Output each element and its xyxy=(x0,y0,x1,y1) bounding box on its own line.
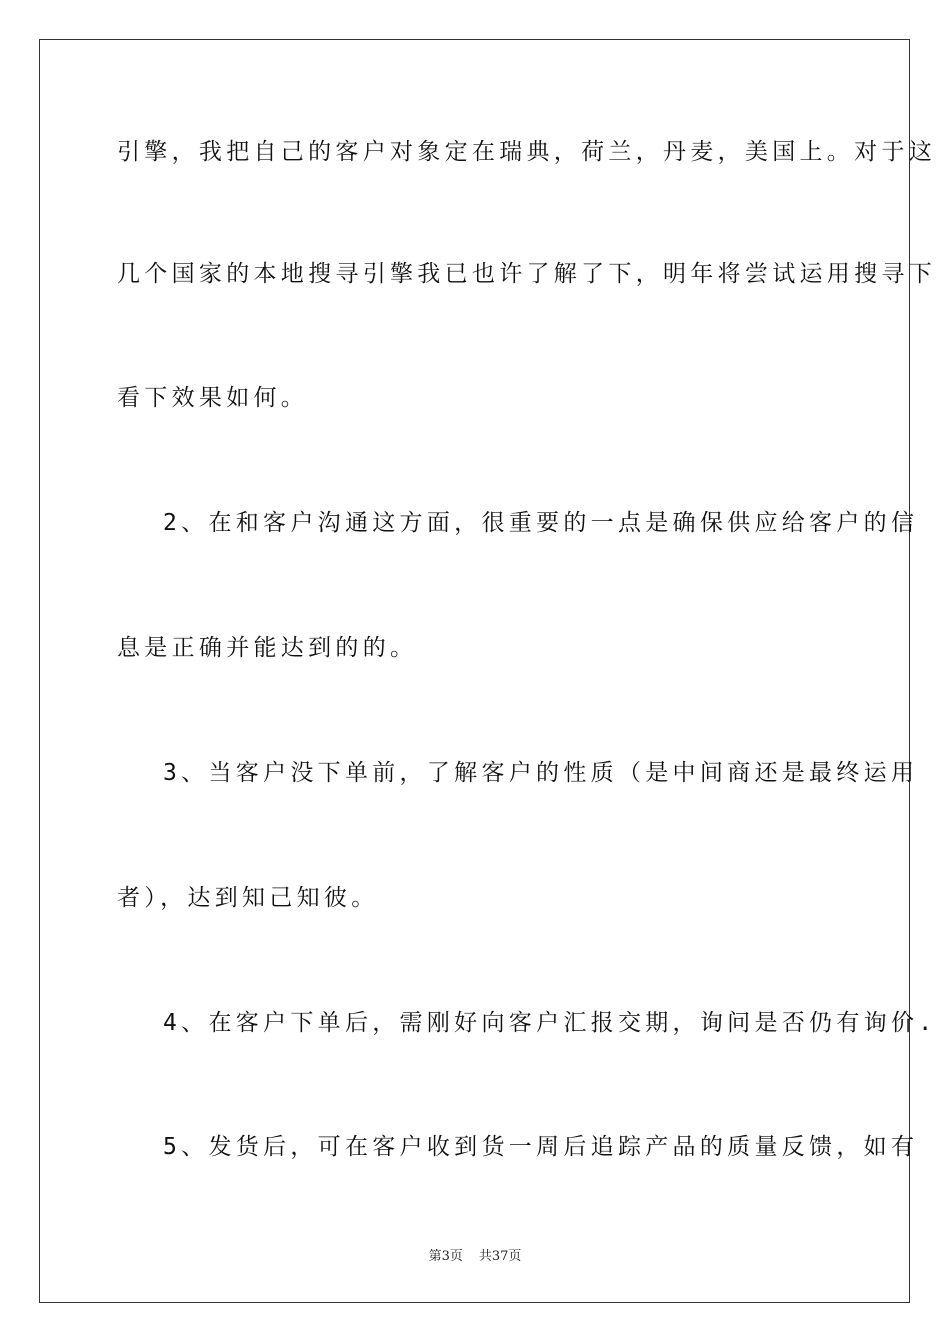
page-footer xyxy=(0,1248,950,1266)
paragraph-line-7: 者），达到知己知彼。 xyxy=(117,885,379,911)
paragraph-line-5: 息是正确并能达到的的。 xyxy=(117,635,418,661)
paragraph-line-8: 4、在客户下单后，需刚好向客户汇报交期，询问是否仍有询价. xyxy=(163,1010,937,1036)
paragraph-line-3: 看下效果如何。 xyxy=(117,385,309,411)
paragraph-line-9: 5、发货后，可在客户收到货一周后追踪产品的质量反馈，如有 xyxy=(163,1134,919,1160)
page-number: 第3页 xyxy=(428,1249,463,1264)
paragraph-line-2: 几个国家的本地搜寻引擎我已也许了解了下，明年将尝试运用搜寻下 xyxy=(117,261,936,287)
paragraph-line-4: 2、在和客户沟通这方面，很重要的一点是确保供应给客户的信 xyxy=(163,510,919,536)
paragraph-line-6: 3、当客户没下单前，了解客户的性质（是中间商还是最终运用 xyxy=(163,760,919,786)
paragraph-line-1: 引擎，我把自己的客户对象定在瑞典，荷兰，丹麦，美国上。对于这 xyxy=(117,139,936,165)
page-border xyxy=(39,39,937,1303)
total-pages: 共37页 xyxy=(478,1249,522,1264)
